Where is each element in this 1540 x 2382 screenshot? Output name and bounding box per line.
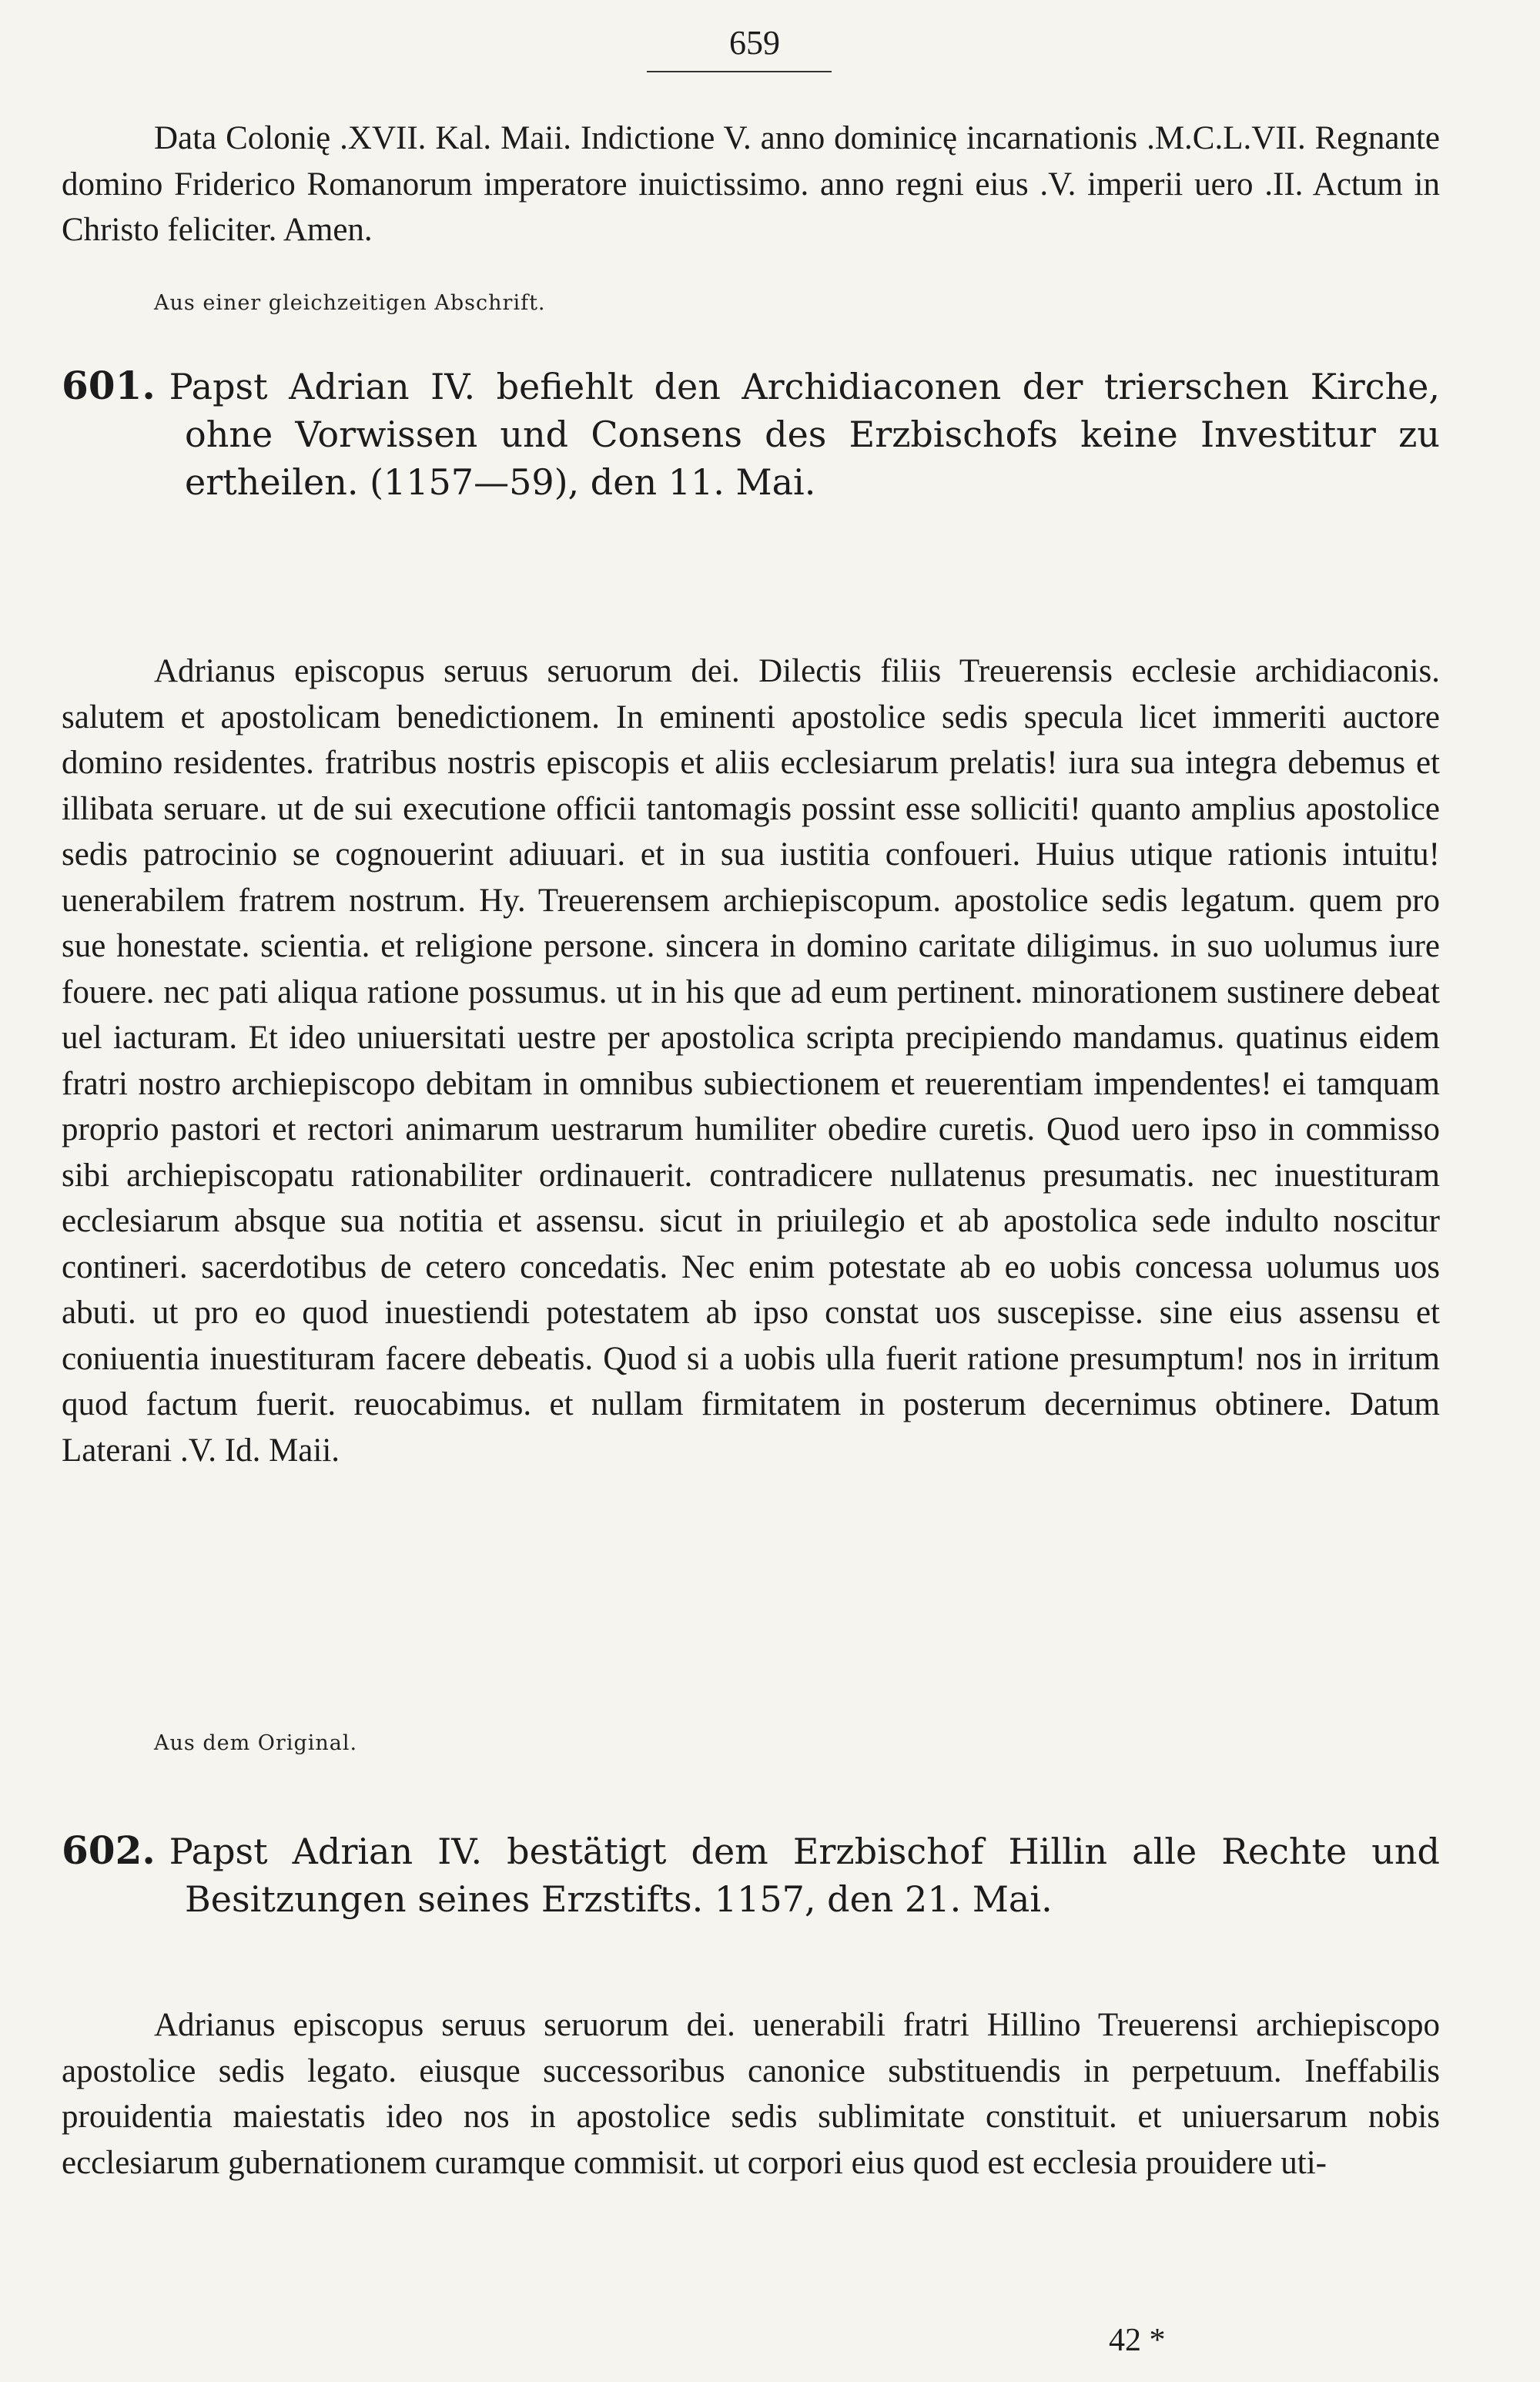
- page-number: 659: [729, 24, 780, 62]
- block-600-text: Data Colonię .XVII. Kal. Maii. Indictione V. anno dominicę incarnationis .M.C.L.VII. Regnante domino Friderico Romanorum imperatore inuictissimo. anno regni eius .V. imperii uero .II. Actum in Christo feliciter. Amen.: [62, 120, 1440, 248]
- doc-602-number: 602.: [62, 1828, 156, 1873]
- doc-601-heading: [62, 362, 1440, 506]
- doc-601-heading-line2: ohne Vorwissen und Consens des Erzbischofs keine Investitur zu: [185, 414, 1440, 455]
- doc-602-body: [62, 2002, 1440, 2186]
- signature-mark: 42 *: [1109, 2323, 1166, 2358]
- doc-601-body: [62, 648, 1440, 1473]
- doc-602-heading-line1: 602. Papst Adrian IV. bestätigt dem Erzbischof Hillin alle Rechte und: [62, 1828, 1440, 1873]
- doc-602-text: Adrianus episcopus seruus seruorum dei. uenerabili fratri Hillino Treuerensi archiepiscopo apostolice sedis legato. eiusque successoribus canonice substituendis in perpetuum. Ineffabilis prouidentia maiestatis ideo nos in apostolice sedis sublimitate constituit. et uniuersarum nobis ecclesiarum gubernationem curamque commisit. ut corpori eius quod est ecclesia prouidere uti-: [62, 2007, 1440, 2181]
- doc-601-text: Adrianus episcopus seruus seruorum dei. Dilectis filiis Treuerensis ecclesie archidiaconis. salutem et apostolicam benedictionem. In eminenti apostolice sedis specula licet immeriti auctore domino residentes. fratribus nostris episcopis et aliis ecclesiarum prelatis! iura sua integra debemus et illibata seruare. ut de sui executione officii tantomagis possint esse solliciti! quanto amplius apostolice sedis patrocinio se cognouerint adiuuari. et in sua iustitia confoueri. Huius utique rationis intuitu! uenerabilem fratrem nostrum. Hy. Treuerensem archiepiscopum. apostolice sedis legatum. quem pro sue honestate. scientia. et religione persone. sincera in domino caritate diligimus. in suo uolumus iure fouere. nec pati aliqua ratione possumus. ut in his que ad eum pertinent. minorationem sustinere debeat uel iacturam. Et ideo uniuersitati uestre per apostolica scripta precipiendo mandamus. quatinus eidem fratri nostro archiepiscopo debitam in omnibus subiectionem et reuerentiam impendentes! ei tamquam proprio pastori et rectori animarum uestrarum humiliter obedire curetis. Quod uero ipso in commisso sibi archiepiscopatu rationabiliter ordinauerit. contradicere nullatenus presumatis. nec inuestituram ecclesiarum absque sua notitia et assensu. sicut in priuilegio et ab apostolica sede indulto noscitur contineri. sacerdotibus de cetero concedatis. Nec enim potestate ab eo uobis concessa uolumus uos abuti. ut pro eo quod inuestiendi potestatem ab ipso constat uos suscepisse. sine eius assensu et coniuentia inuestituram facere debeatis. Quod si a uobis ulla fuerit ratione presumptum! nos in irritum quod factum fuerit. reuocabimus. et nullam firmitatem in posterum decernimus obtinere. Datum Laterani .V. Id. Maii.: [62, 653, 1440, 1469]
- doc-601-heading-line3: ertheilen. (1157—59), den 11. Mai.: [185, 461, 816, 503]
- doc-602-heading-line2: Besitzungen seines Erzstifts. 1157, den 21. Mai.: [185, 1878, 1053, 1920]
- source-note-601: Aus dem Original.: [154, 1731, 358, 1755]
- doc-601-number: 601.: [62, 363, 156, 408]
- doc-602-heading: [62, 1827, 1440, 1923]
- source-note-600: Aus einer gleichzeitigen Abschrift.: [154, 291, 546, 315]
- header-rule: [647, 71, 832, 72]
- doc-601-heading-line1: 601. Papst Adrian IV. befiehlt den Archidiaconen der trierschen Kirche,: [62, 363, 1440, 408]
- block-600-end: [62, 116, 1440, 253]
